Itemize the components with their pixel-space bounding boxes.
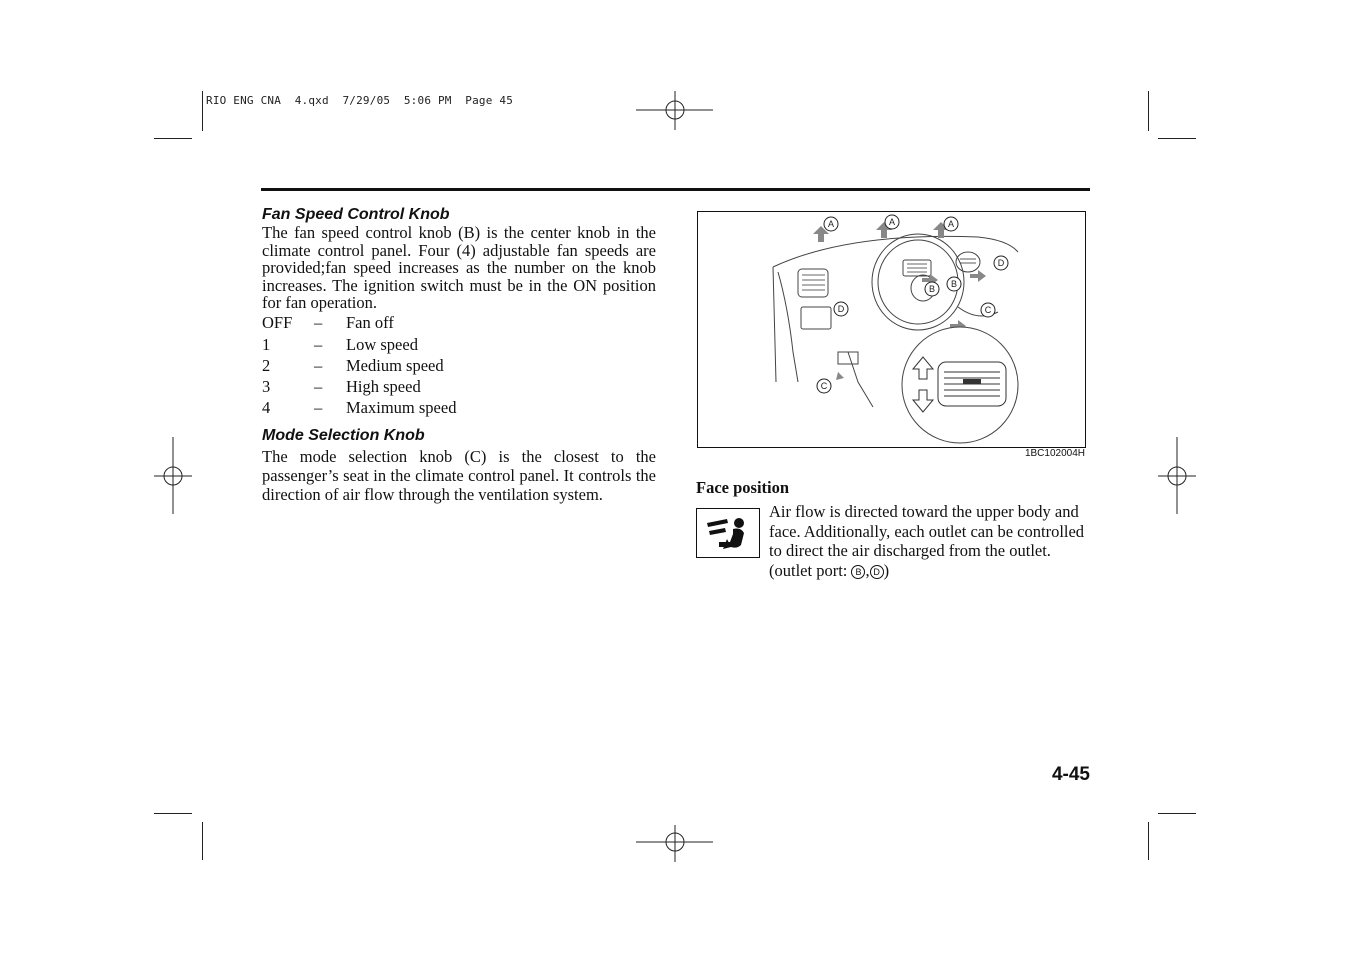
figure-code: 1BC102004H — [1024, 448, 1085, 459]
dashboard-figure — [697, 211, 1086, 448]
fan-speed-heading: Fan Speed Control Knob — [262, 206, 450, 223]
fan-speed-paragraph: The fan speed control knob (B) is the center knob in the climate control panel. Four (4) adjustable fan speeds are provided;fan speed increases as the number on the knob increases. The ignition switch must be in the ON position for fan operation. — [262, 223, 656, 312]
print-slug: RIO ENG CNA 4.qxd 7/29/05 5:06 PM Page 45 — [206, 94, 514, 107]
face-vent-icon — [697, 509, 759, 557]
page-number: 4-45 — [1051, 764, 1090, 785]
outlet-port-close: ) — [883, 560, 890, 580]
outlet-port-separator: , — [865, 560, 870, 580]
dashboard-illustration — [698, 212, 1085, 447]
face-position-text — [769, 502, 1089, 580]
face-position-title: Face position — [696, 478, 790, 497]
mode-selection-paragraph: The mode selection knob (C) is the closest to the passenger’s seat in the climate control panel. It controls the direction of air flow through the ventilation system. — [262, 447, 656, 504]
figure-label-d: D — [837, 304, 845, 314]
figure-label-c: C — [984, 305, 992, 315]
outlet-port-b: B — [851, 565, 865, 579]
figure-label-a: A — [947, 219, 955, 229]
outlet-port-d: D — [870, 565, 884, 579]
face-position-description: Air flow is directed toward the upper body and face. Additionally, each outlet can be controlled to direct the air discharged from the outlet. (outlet port: — [769, 502, 1085, 580]
mode-selection-heading: Mode Selection Knob — [262, 427, 425, 444]
figure-label-a: A — [827, 219, 835, 229]
figure-label-d: D — [997, 258, 1005, 268]
figure-label-b: B — [928, 284, 936, 294]
figure-label-b: B — [950, 279, 958, 289]
face-mode-icon-box — [696, 508, 760, 558]
figure-label-a: A — [888, 217, 896, 227]
header-rule — [261, 188, 1090, 191]
figure-label-c: C — [820, 381, 828, 391]
